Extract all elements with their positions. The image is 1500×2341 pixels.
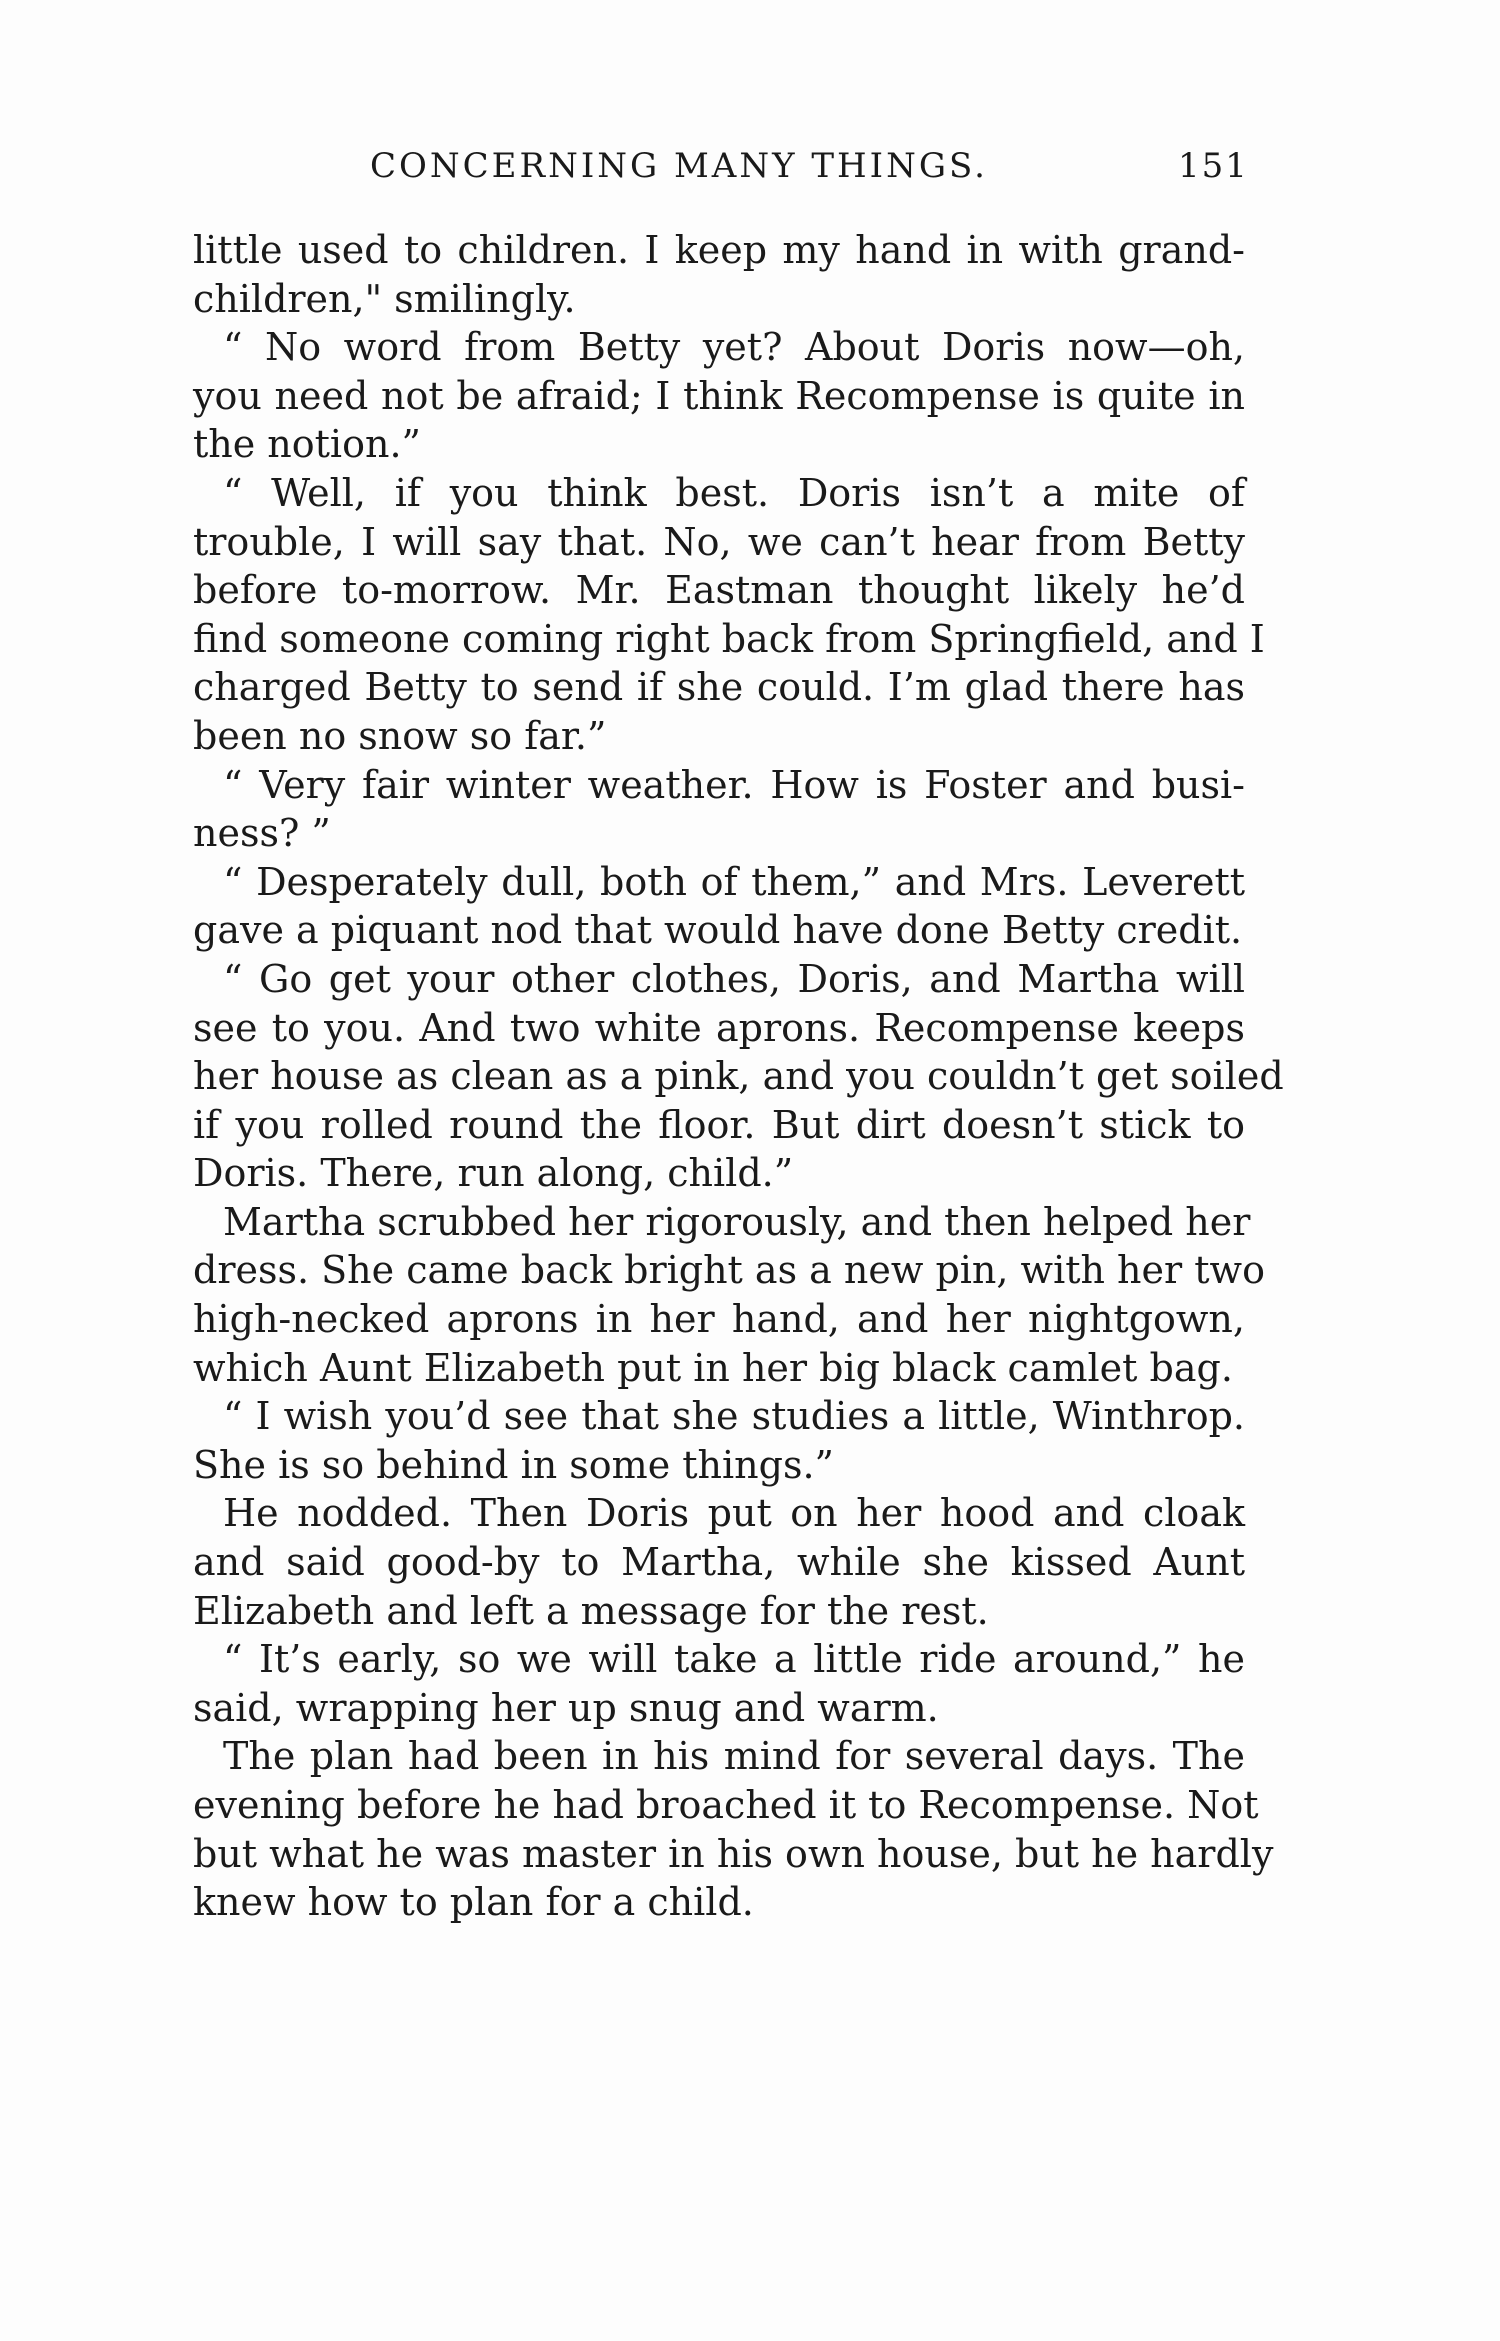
- text-line: “ Go get your other clothes, Doris, and Martha will: [223, 956, 1245, 1001]
- text-line: the notion.”: [193, 422, 421, 467]
- text-line: high-necked aprons in her hand, and her nightgown,: [193, 1297, 1245, 1342]
- text-line: but what he was master in his own house, but he hardly: [193, 1831, 1274, 1876]
- text-line: evening before he had broached it to Recompense. Not: [193, 1783, 1259, 1827]
- text-line: been no snow so far.”: [193, 713, 607, 758]
- text-line: She is so behind in some things.”: [193, 1442, 834, 1487]
- text-line: “ Desperately dull, both of them,” and Mrs. Leverett: [223, 859, 1245, 904]
- text-line: before to-morrow. Mr. Eastman thought likely he’d: [193, 568, 1245, 613]
- running-head: CONCERNING MANY THINGS.: [370, 146, 988, 186]
- text-line: charged Betty to send if she could. I’m glad there has: [193, 665, 1245, 710]
- text-line: “ No word from Betty yet? About Doris now—oh,: [223, 325, 1245, 370]
- text-line: which Aunt Elizabeth put in her big black camlet bag.: [193, 1345, 1233, 1390]
- body-text: [193, 226, 1284, 1927]
- text-line: see to you. And two white aprons. Recompense keeps: [193, 1005, 1245, 1050]
- page-number: 151: [1178, 146, 1249, 186]
- text-line: find someone coming right back from Springfield, and I: [193, 616, 1265, 661]
- text-line: Doris. There, run along, child.”: [193, 1151, 794, 1196]
- text-line: her house as clean as a pink, and you couldn’t get soiled: [193, 1054, 1284, 1099]
- text-line: Elizabeth and left a message for the rest.: [193, 1588, 989, 1633]
- text-line: children," smilingly.: [193, 276, 576, 321]
- text-line: if you rolled round the floor. But dirt doesn’t stick to: [193, 1102, 1245, 1147]
- text-line: ness? ”: [193, 811, 331, 856]
- text-line: The plan had been in his mind for several days. The: [223, 1734, 1245, 1779]
- text-line: dress. She came back bright as a new pin, with her two: [193, 1248, 1265, 1293]
- text-line: and said good-by to Martha, while she kissed Aunt: [193, 1540, 1245, 1585]
- text-line: Martha scrubbed her rigorously, and then helped her: [223, 1199, 1251, 1244]
- text-line: little used to children. I keep my hand in with grand-: [193, 228, 1245, 272]
- text-line: gave a piquant nod that would have done Betty credit.: [193, 908, 1243, 953]
- text-line: trouble, I will say that. No, we can’t hear from Betty: [193, 519, 1245, 564]
- text-line: said, wrapping her up snug and warm.: [193, 1685, 939, 1730]
- text-line: “ Very fair winter weather. How is Foster and busi-: [223, 762, 1245, 807]
- text-line: knew how to plan for a child.: [193, 1880, 754, 1925]
- text-line: “ Well, if you think best. Doris isn’t a mite of: [223, 470, 1245, 515]
- text-line: “ I wish you’d see that she studies a little, Winthrop.: [223, 1394, 1245, 1439]
- text-line: He nodded. Then Doris put on her hood and cloak: [223, 1491, 1245, 1536]
- text-line: “ It’s early, so we will take a little ride around,” he: [223, 1637, 1245, 1682]
- text-line: you need not be afraid; I think Recompense is quite in: [193, 373, 1245, 418]
